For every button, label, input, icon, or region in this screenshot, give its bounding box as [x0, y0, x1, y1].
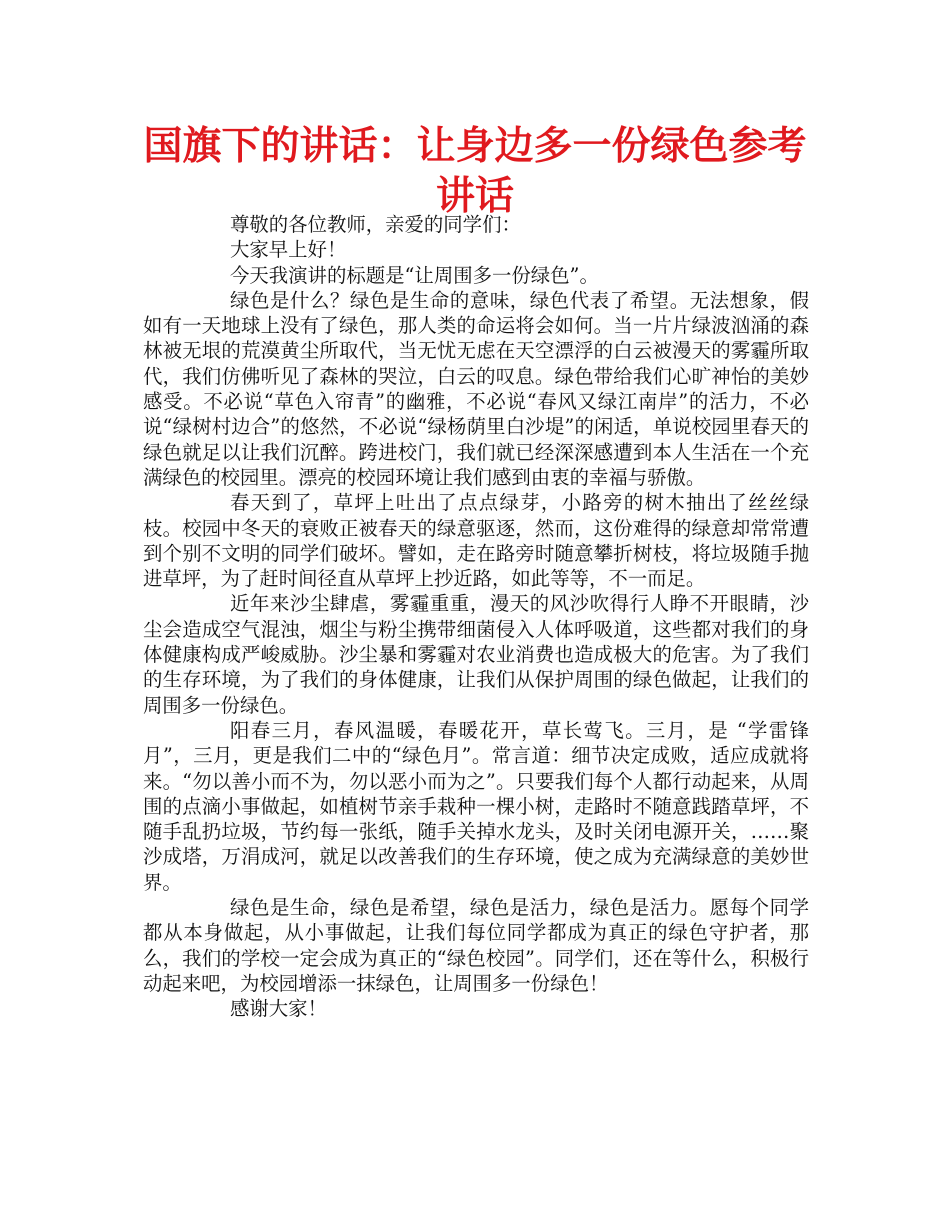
- body-paragraph-sandstorm: 近年来沙尘肆虐，雾霾重重，漫天的风沙吹得行人睁不开眼睛，沙尘会造成空气混浊，烟尘与粉尘携带细菌侵入人体呼吸道，这些都对我们的身体健康构成严峻威胁。沙尘暴和雾霾对农业消费也造成极大的危害。为了我们的生存环境，为了我们的身体健康，让我们从保护周围的绿色做起，让我们的周围多一份绿色。: [143, 592, 809, 717]
- body-paragraph-call-to-action: 绿色是生命，绿色是希望，绿色是活力，绿色是活力。愿每个同学都从本身做起，从小事做起，让我们每位同学都成为真正的绿色守护者，那么，我们的学校一定会成为真正的“绿色校园”。同学们，还在等什么，积极行动起来吧，为校园增添一抹绿色，让周围多一份绿色！: [143, 896, 809, 995]
- greeting-paragraph: 尊敬的各位教师，亲爱的同学们：: [230, 213, 521, 236]
- body-paragraph-march: 阳春三月，春风温暖，春暖花开，草长莺飞。三月，是 “学雷锋月”，三月，更是我们二中的“绿色月”。常言道：细节决定成败，适应成就将来。“勿以善小而不为，勿以恶小而为之”。只要我们每个人都行动起来，从周围的点滴小事做起，如植树节亲手栽种一棵小树，走路时不随意践踏草坪，不随手乱扔垃圾，节约每一张纸，随手关掉水龙头，及时关闭电源开关，……聚沙成塔，万涓成河，就足以改善我们的生存环境，使之成为充满绿意的美妙世界。: [143, 718, 809, 894]
- document-title: 国旗下的讲话：让身边多一份绿色参考讲话: [143, 124, 807, 219]
- body-paragraph-spring: 春天到了，草坪上吐出了点点绿芽，小路旁的树木抽出了丝丝绿枝。校园中冬天的衰败正被春天的绿意驱逐，然而，这份难得的绿意却常常遭到个别不文明的同学们破坏。譬如，走在路旁时随意攀折树枝，将垃圾随手抛进草坪，为了赶时间径直从草坪上抄近路，如此等等，不一而足。: [143, 491, 809, 591]
- morning-greeting-paragraph: 大家早上好！: [230, 238, 347, 262]
- document-body: [143, 212, 809, 1022]
- body-paragraph-green-meaning: 绿色是什么？绿色是生命的意味，绿色代表了希望。无法想象，假如有一天地球上没有了绿色，那人类的命运将会如何。当一片片绿波汹涌的森林被无垠的荒漠黄尘所取代，当无忧无虑在天空漂浮的白云被漫天的雾霾所取代，我们仿佛听见了森林的哭泣，白云的叹息。绿色带给我们心旷神怡的美妙感受。不必说“草色入帘青”的幽雅，不必说“春风又绿江南岸”的活力，不必说“绿树村边合”的悠然，不必说“绿杨荫里白沙堤”的闲适，单说校园里春天的绿色就足以让我们沉醉。跨进校门，我们就已经深深感遭到本人生活在一个充满绿色的校园里。漂亮的校园环境让我们感到由衷的幸福与骄傲。: [143, 288, 809, 489]
- speech-topic-paragraph: 今天我演讲的标题是“让周围多一份绿色”。: [230, 263, 599, 287]
- closing-thanks-paragraph: 感谢大家！: [230, 997, 327, 1021]
